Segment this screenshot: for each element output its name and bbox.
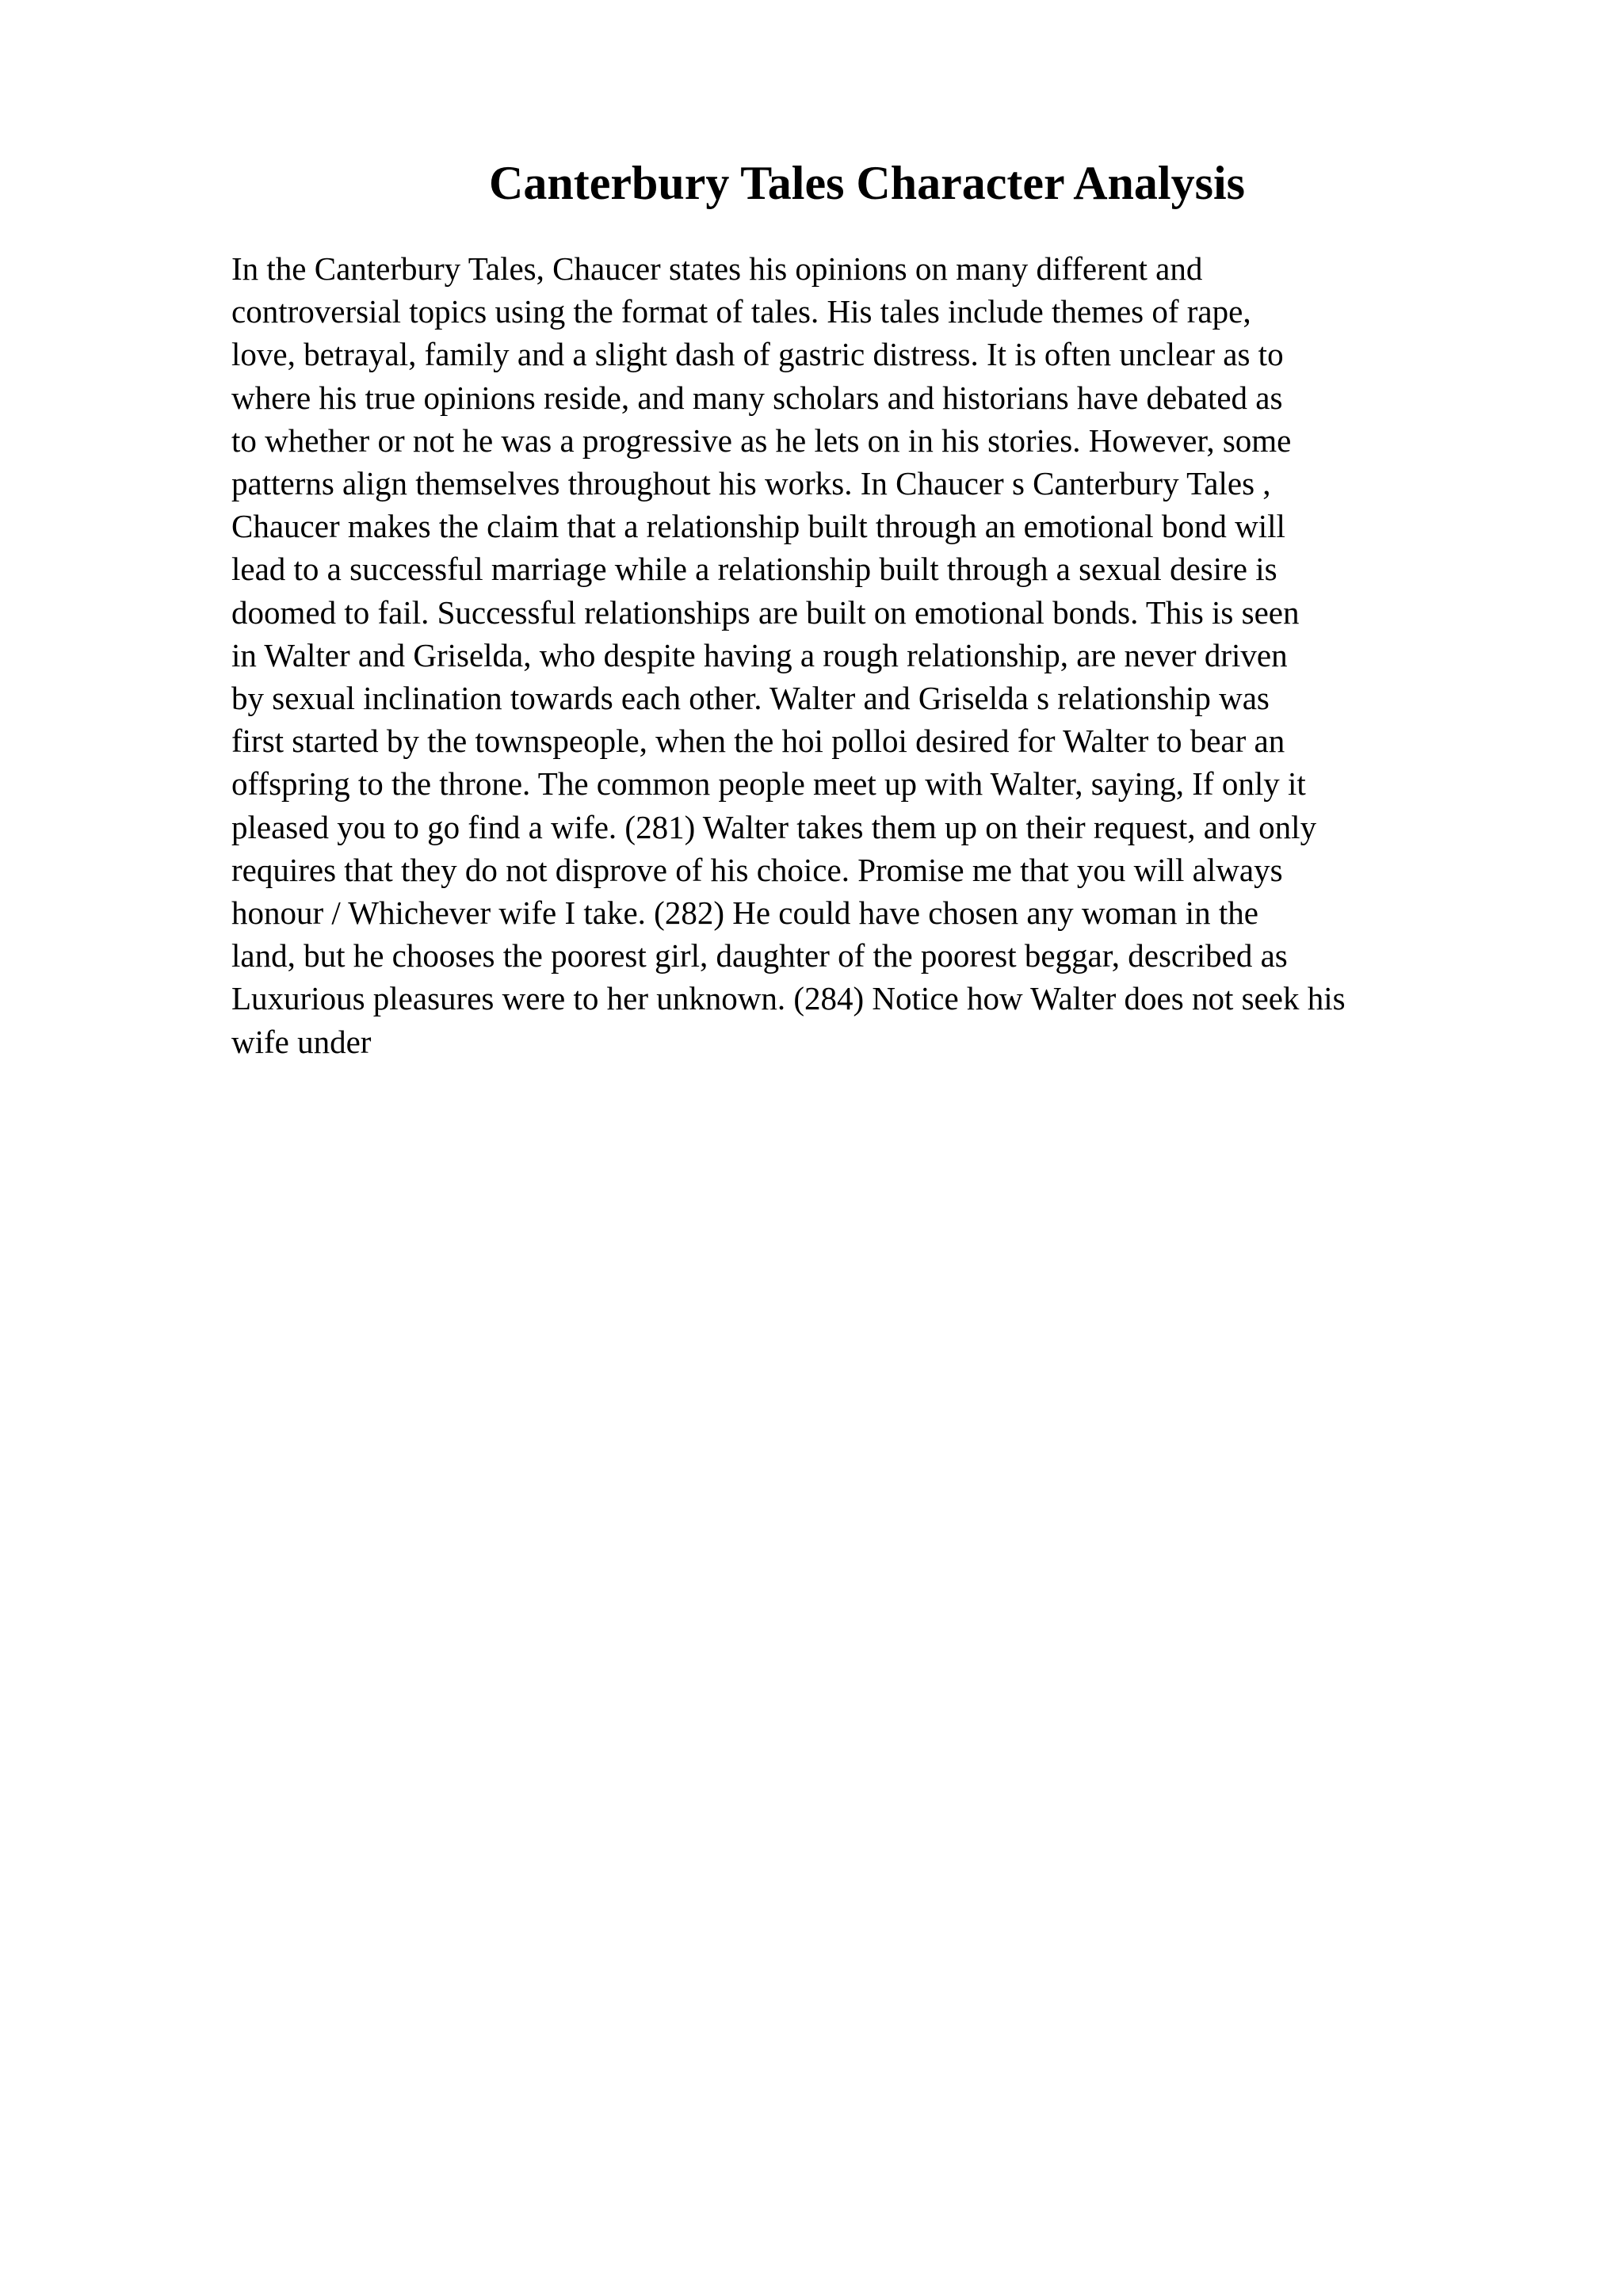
body-line: by sexual inclination towards each other. Walter and Griselda s relationship was (231, 680, 1270, 717)
body-line: love, betrayal, family and a slight dash of gastric distress. It is often unclear as to (231, 336, 1284, 373)
body-line: Luxurious pleasures were to her unknown. (284) Notice how Walter does not seek his (231, 980, 1346, 1017)
body-line: lead to a successful marriage while a relationship built through a sexual desire is (231, 551, 1277, 588)
body-line: offspring to the throne. The common people meet up with Walter, saying, If only it (231, 765, 1306, 803)
document-title: Canterbury Tales Character Analysis (489, 157, 1245, 209)
document-body (231, 247, 1515, 1063)
body-line: where his true opinions reside, and many scholars and historians have debated as (231, 379, 1283, 416)
body-line: honour / Whichever wife I take. (282) He could have chosen any woman in the (231, 894, 1259, 932)
body-line: in Walter and Griselda, who despite having a rough relationship, are never driven (231, 636, 1288, 673)
body-line: requires that they do not disprove of his choice. Promise me that you will always (231, 851, 1283, 888)
body-line: patterns align themselves throughout his works. In Chaucer s Canterbury Tales , (231, 465, 1271, 502)
body-line: doomed to fail. Successful relationships are built on emotional bonds. This is seen (231, 593, 1300, 631)
body-line: Chaucer makes the claim that a relationship built through an emotional bond will (231, 508, 1285, 545)
body-line: In the Canterbury Tales, Chaucer states his opinions on many different and (231, 250, 1203, 287)
body-line: to whether or not he was a progressive as he lets on in his stories. However, some (231, 421, 1292, 459)
body-line: wife under (231, 1023, 372, 1060)
body-line: land, but he chooses the poorest girl, daughter of the poorest beggar, described as (231, 937, 1288, 974)
body-line: first started by the townspeople, when the hoi polloi desired for Walter to bear an (231, 723, 1285, 760)
body-line: controversial topics using the format of tales. His tales include themes of rape, (231, 293, 1251, 330)
body-line: pleased you to go find a wife. (281) Walter takes them up on their request, and only (231, 808, 1317, 845)
